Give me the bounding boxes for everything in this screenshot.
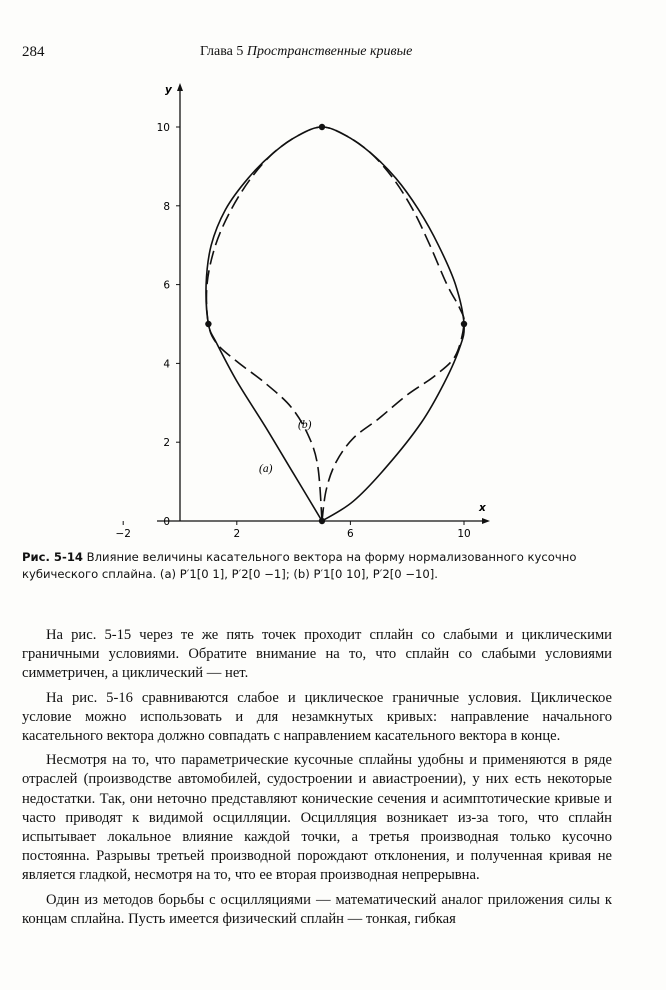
y-tick-label: 0 [163,516,170,528]
body-text [22,626,612,934]
control-point [461,321,467,327]
figure-caption [22,549,622,583]
y-axis-label: y [165,84,172,96]
y-axis-arrow [177,83,183,91]
y-tick-label: 8 [163,200,170,213]
chapter-number: Глава 5 [200,44,244,59]
paragraph-2: На рис. 5-16 сравниваются слабое и циклическое граничные условия. Циклическое условие можно использовать и для незамкнутых кривых: направление начального касательного вектора должно совпадать с направлением касательного вектора в конце. [22,689,612,745]
y-tick-label: 10 [156,122,170,134]
y-tick-label: 2 [163,437,170,450]
control-point [319,518,325,524]
paragraph-4: Один из методов борьбы с осцилляциями — математический аналог приложения силы к концам сплайна. Пусть имеется физический сплайн — тонкая, гибкая [22,891,612,927]
curve-label-b: (b) [298,419,312,431]
x-tick-label: −2 [115,528,131,540]
page-number: 284 [22,44,45,60]
plot-axes [115,83,490,540]
x-tick-label: 2 [233,528,241,540]
x-axis-arrow [482,518,490,524]
caption-text: Влияние величины касательного вектора на форму нормализованного кусочно кубического сплайна. (a) P′1[0 1], P′2[0 −1]; (b) P′1[0 10], P′2[0 −10]. [22,550,577,581]
caption-label: Рис. 5-14 [22,550,83,564]
x-tick-label: 6 [347,528,354,540]
control-point [205,321,211,327]
x-axis-label: x [479,502,486,514]
curve-b-dashed [206,127,464,521]
paragraph-3: Несмотря на то, что параметрические кусочные сплайны удобны и применяются в ряде отраслей (производстве автомобилей, судостроении и авиастроении), у них есть некоторые недостатки. Так, они неточно представляют конические сечения и асимптотические кривые и часто приводят к видимой осцилляции. Осцилляция возникает из-за того, что сплайн испытывает локальное влияние каждой точки, а третья производная только кусочно постоянна. Разрывы третьей производной порождают отклонения, и полученная кривая не является гладкой, несмотря на то, что ее вторая производная непрерывна. [22,752,612,884]
chapter-title: Пространственные кривые [246,44,413,59]
y-tick-label: 4 [163,358,170,371]
curve-label-a: (a) [259,463,273,475]
plot-curves [206,127,464,521]
x-tick-label: 10 [457,528,471,540]
y-tick-label: 6 [163,279,170,292]
control-point [319,124,325,130]
paragraph-1: На рис. 5-15 через те же пять точек проходит сплайн со слабыми и циклическими граничными условиями. Обратите внимание на то, что сплайн со слабыми условиями симметричен, а циклический — нет. [22,627,612,682]
